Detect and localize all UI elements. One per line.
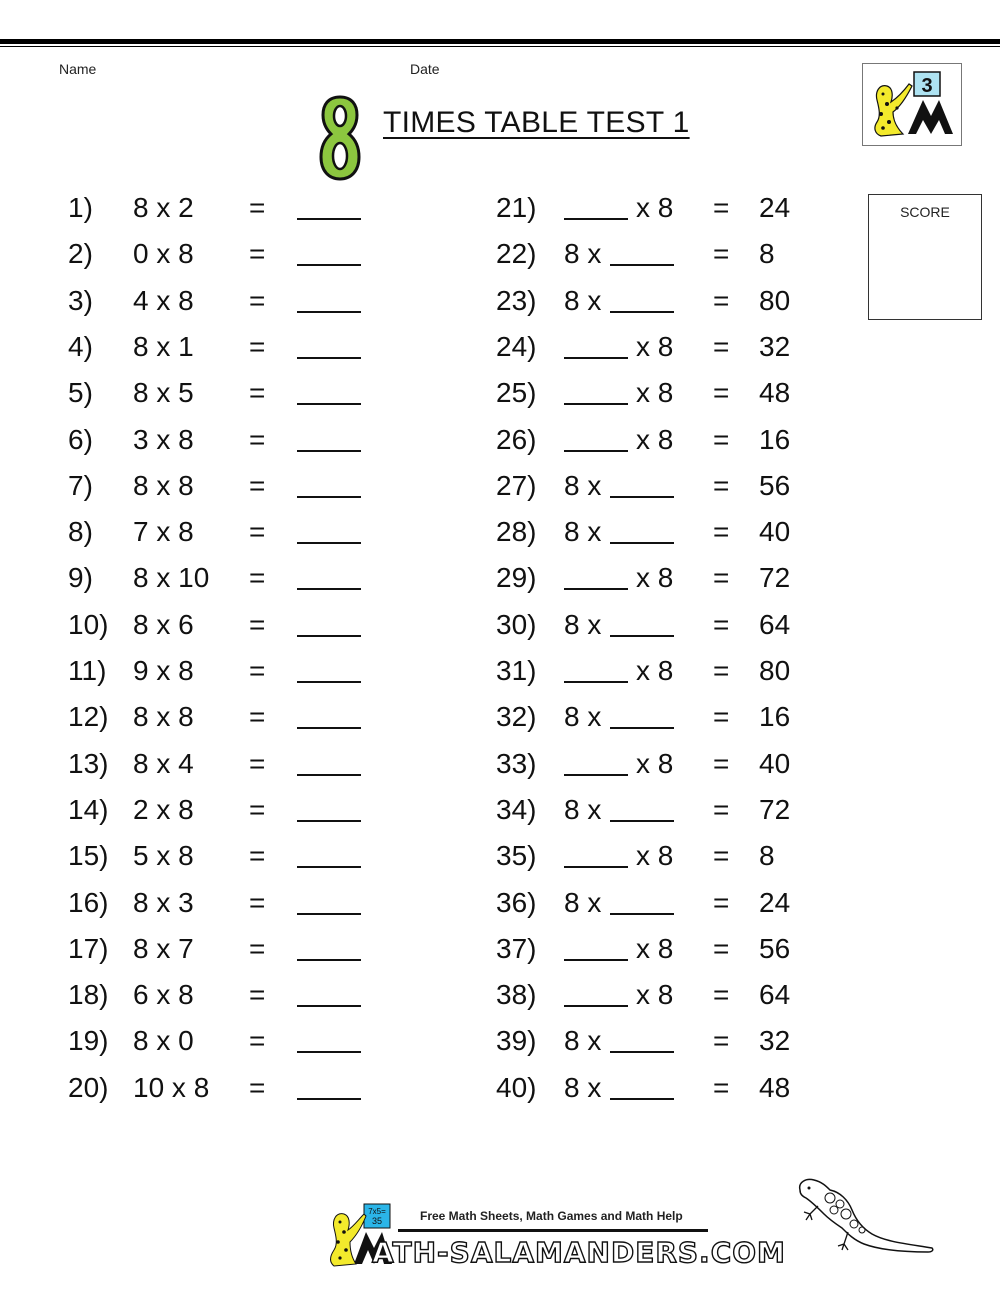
equals-sign: = [713, 932, 730, 964]
equals-sign: = [249, 238, 266, 270]
question-number: 40) [496, 1071, 537, 1103]
question-number: 18) [68, 979, 109, 1011]
product-value: 64 [759, 608, 791, 640]
product-value: 64 [759, 979, 791, 1011]
equals-sign: = [713, 979, 730, 1011]
grade-logo [862, 63, 962, 146]
equals-sign: = [713, 516, 730, 548]
equals-sign: = [713, 747, 730, 779]
score-box[interactable] [868, 194, 982, 320]
product-value: 48 [759, 377, 791, 409]
question-row [0, 790, 860, 830]
question-number: 11) [68, 655, 107, 686]
question-expression: 10 x 8 [133, 1071, 210, 1103]
equals-sign: = [249, 192, 266, 223]
question-row [0, 558, 860, 598]
question-expression: 8 x 5 [133, 377, 194, 409]
question-expression: 8 x 6 [133, 608, 194, 640]
question-factor: 8 x [564, 238, 602, 270]
answer-blank[interactable] [610, 605, 674, 648]
equals-sign: = [249, 793, 266, 825]
equals-sign: = [249, 469, 266, 501]
answer-blank[interactable] [610, 790, 674, 833]
equals-sign: = [713, 886, 730, 918]
question-expression: 4 x 8 [133, 284, 194, 316]
name-label: Name [59, 61, 97, 77]
equals-sign: = [249, 747, 266, 779]
question-factor: x 8 [636, 840, 674, 872]
question-row [0, 512, 860, 552]
question-expression: 2 x 8 [133, 793, 194, 825]
question-expression: 8 x 0 [133, 1025, 194, 1057]
question-factor: x 8 [636, 423, 674, 455]
equals-sign: = [249, 932, 266, 964]
product-value: 80 [759, 284, 791, 316]
equals-sign: = [713, 284, 730, 316]
question-row [0, 373, 860, 413]
product-value: 80 [759, 655, 791, 686]
svg-text:3: 3 [921, 75, 933, 97]
answer-blank[interactable] [564, 836, 628, 879]
question-expression: 5 x 8 [133, 840, 194, 872]
question-row [0, 651, 860, 691]
question-factor: x 8 [636, 979, 674, 1011]
answer-blank[interactable] [564, 420, 628, 463]
question-number: 31) [496, 655, 537, 686]
question-row [0, 744, 860, 784]
product-value: 8 [759, 238, 775, 270]
equals-sign: = [249, 284, 266, 316]
answer-blank[interactable] [610, 281, 674, 324]
footer-site-name[interactable]: ATH-SALAMANDERS.COM [372, 1236, 786, 1269]
equals-sign: = [249, 330, 266, 362]
equals-sign: = [249, 608, 266, 640]
question-row [0, 697, 860, 737]
question-number: 37) [496, 932, 537, 964]
svg-text:35: 35 [371, 1216, 383, 1226]
equals-sign: = [713, 469, 730, 501]
equals-sign: = [713, 238, 730, 270]
answer-blank[interactable] [610, 1068, 674, 1111]
question-factor: 8 x [564, 1071, 602, 1103]
question-number: 15) [68, 840, 109, 872]
equals-sign: = [249, 979, 266, 1011]
question-factor: 8 x [564, 284, 602, 316]
question-number: 3) [68, 284, 93, 316]
answer-blank[interactable] [564, 975, 628, 1018]
date-label: Date [410, 61, 440, 77]
equals-sign: = [713, 377, 730, 409]
equals-sign: = [713, 1025, 730, 1057]
equals-sign: = [713, 840, 730, 872]
answer-blank[interactable] [610, 883, 674, 926]
question-row [0, 1021, 860, 1061]
product-value: 40 [759, 747, 791, 779]
question-row [0, 188, 860, 228]
answer-blank[interactable] [610, 466, 674, 509]
question-factor: 8 x [564, 516, 602, 548]
question-number: 13) [68, 747, 109, 779]
equals-sign: = [249, 377, 266, 409]
question-factor: x 8 [636, 377, 674, 409]
answer-blank[interactable] [564, 744, 628, 787]
question-number: 26) [496, 423, 537, 455]
question-number: 27) [496, 469, 537, 501]
question-factor: 8 x [564, 886, 602, 918]
question-number: 34) [496, 793, 537, 825]
product-value: 32 [759, 1025, 791, 1057]
question-number: 10) [68, 608, 109, 640]
question-expression: 8 x 1 [133, 330, 194, 362]
equals-sign: = [249, 886, 266, 918]
question-expression: 8 x 4 [133, 747, 194, 779]
question-factor: 8 x [564, 701, 602, 733]
question-number: 6) [68, 423, 93, 455]
question-row [0, 1068, 860, 1108]
question-row [0, 605, 860, 645]
question-factor: x 8 [636, 330, 674, 362]
question-number: 22) [496, 238, 537, 270]
question-factor: 8 x [564, 1025, 602, 1057]
question-number: 35) [496, 840, 537, 872]
question-number: 29) [496, 562, 537, 594]
question-number: 17) [68, 932, 109, 964]
question-row [0, 281, 860, 321]
equals-sign: = [249, 840, 266, 872]
product-value: 56 [759, 469, 791, 501]
footer-rule [398, 1229, 708, 1232]
answer-blank[interactable] [610, 1021, 674, 1064]
answer-blank[interactable] [610, 697, 674, 740]
question-number: 4) [68, 330, 93, 362]
question-factor: x 8 [636, 655, 674, 686]
question-number: 36) [496, 886, 537, 918]
question-number: 20) [68, 1071, 109, 1103]
question-factor: x 8 [636, 932, 674, 964]
equals-sign: = [249, 516, 266, 548]
question-row [0, 975, 860, 1015]
question-number: 39) [496, 1025, 537, 1057]
question-number: 12) [68, 701, 109, 733]
equals-sign: = [713, 1071, 730, 1103]
product-value: 40 [759, 516, 791, 548]
product-value: 24 [759, 192, 791, 223]
question-number: 33) [496, 747, 537, 779]
equals-sign: = [713, 423, 730, 455]
top-rule-thick [0, 39, 1000, 44]
question-row [0, 836, 860, 876]
question-expression: 6 x 8 [133, 979, 194, 1011]
equals-sign: = [249, 655, 266, 686]
question-number: 28) [496, 516, 537, 548]
product-value: 8 [759, 840, 775, 872]
question-factor: 8 x [564, 469, 602, 501]
question-expression: 8 x 8 [133, 469, 194, 501]
product-value: 72 [759, 793, 791, 825]
answer-blank[interactable] [610, 512, 674, 555]
answer-blank[interactable] [564, 929, 628, 972]
equals-sign: = [713, 330, 730, 362]
question-expression: 7 x 8 [133, 516, 194, 548]
question-factor: x 8 [636, 747, 674, 779]
question-number: 5) [68, 377, 93, 409]
question-number: 7) [68, 469, 93, 501]
question-number: 2) [68, 238, 93, 270]
question-row [0, 420, 860, 460]
question-number: 25) [496, 377, 537, 409]
question-factor: x 8 [636, 562, 674, 594]
equals-sign: = [713, 701, 730, 733]
question-row [0, 466, 860, 506]
svg-text:7x5=: 7x5= [368, 1207, 386, 1216]
page-title: TIMES TABLE TEST 1 [383, 106, 690, 139]
equals-sign: = [249, 1071, 266, 1103]
equals-sign: = [249, 423, 266, 455]
question-number: 32) [496, 701, 537, 733]
question-expression: 9 x 8 [133, 655, 194, 686]
equals-sign: = [249, 701, 266, 733]
question-expression: 8 x 8 [133, 701, 194, 733]
equals-sign: = [713, 793, 730, 825]
question-expression: 0 x 8 [133, 238, 194, 270]
question-number: 14) [68, 793, 109, 825]
question-number: 9) [68, 562, 93, 594]
question-expression: 8 x 10 [133, 562, 210, 594]
product-value: 16 [759, 423, 791, 455]
product-value: 24 [759, 886, 791, 918]
question-number: 21) [496, 192, 537, 223]
question-number: 30) [496, 608, 537, 640]
answer-blank[interactable] [564, 373, 628, 416]
question-row [0, 883, 860, 923]
product-value: 48 [759, 1071, 791, 1103]
question-factor: 8 x [564, 608, 602, 640]
salamander-outline-icon [790, 1170, 940, 1265]
question-number: 8) [68, 516, 93, 548]
equals-sign: = [713, 655, 730, 686]
salamander-teacher-icon [863, 64, 961, 145]
big-number-eight-icon [318, 94, 362, 182]
question-number: 1) [68, 192, 93, 223]
question-number: 23) [496, 284, 537, 316]
score-label: SCORE [900, 204, 950, 220]
question-row [0, 234, 860, 274]
equals-sign: = [713, 192, 730, 223]
answer-blank[interactable] [564, 327, 628, 370]
question-number: 24) [496, 330, 537, 362]
answer-blank[interactable] [564, 651, 628, 694]
question-expression: 8 x 7 [133, 932, 194, 964]
question-expression: 8 x 2 [133, 192, 194, 223]
product-value: 72 [759, 562, 791, 594]
question-factor: 8 x [564, 793, 602, 825]
answer-blank[interactable] [564, 188, 628, 231]
question-factor: x 8 [636, 192, 674, 223]
question-number: 16) [68, 886, 109, 918]
question-row [0, 929, 860, 969]
equals-sign: = [249, 562, 266, 594]
question-number: 19) [68, 1025, 109, 1057]
equals-sign: = [249, 1025, 266, 1057]
equals-sign: = [713, 562, 730, 594]
question-number: 38) [496, 979, 537, 1011]
product-value: 16 [759, 701, 791, 733]
answer-blank[interactable] [610, 234, 674, 277]
question-expression: 3 x 8 [133, 423, 194, 455]
product-value: 32 [759, 330, 791, 362]
answer-blank[interactable] [564, 558, 628, 601]
product-value: 56 [759, 932, 791, 964]
top-rule-thin [0, 46, 1000, 47]
question-row [0, 327, 860, 367]
question-expression: 8 x 3 [133, 886, 194, 918]
equals-sign: = [713, 608, 730, 640]
footer-tagline: Free Math Sheets, Math Games and Math Help [420, 1209, 683, 1223]
